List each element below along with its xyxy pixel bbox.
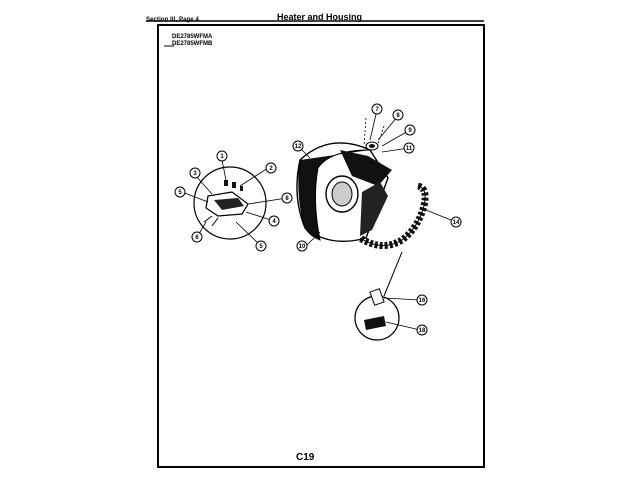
callout-7 [372, 104, 382, 114]
blower-inner [332, 182, 352, 206]
page-title: Heater and Housing [277, 12, 363, 22]
callout-8b [393, 110, 403, 120]
callout-14 [451, 217, 461, 227]
callout-number: 8 [285, 196, 289, 202]
callout-number: 2 [269, 166, 273, 172]
callout-11 [404, 143, 414, 153]
callout-number: 9 [408, 128, 412, 134]
callout-10 [297, 241, 307, 251]
model-number: DE2785WFMA [172, 34, 213, 40]
heater-housing [294, 143, 392, 241]
leader-line [384, 252, 402, 296]
callout-1 [217, 151, 227, 161]
callout-number: 16 [418, 298, 426, 304]
callout-18 [417, 325, 427, 335]
model-number: DE2785WFMB [172, 41, 213, 47]
callout-16 [417, 295, 427, 305]
screw-part [224, 180, 228, 186]
callout-number: 4 [272, 219, 276, 225]
callout-number: 8 [396, 113, 400, 119]
callout-9 [405, 125, 415, 135]
callout-number: 12 [294, 144, 302, 150]
screw-part [232, 182, 236, 188]
callout-4 [269, 216, 279, 226]
callout-8a [282, 193, 292, 203]
callout-12 [293, 141, 303, 151]
page-code: C19 [296, 452, 315, 463]
callout-2 [266, 163, 276, 173]
callout-6 [192, 232, 202, 242]
terminal-block [364, 316, 386, 330]
callout-number: 7 [375, 107, 379, 113]
callout-number: 11 [405, 146, 413, 152]
callout-number: 3 [193, 171, 197, 177]
terminal-assembly [355, 252, 402, 340]
callout-number: 14 [452, 220, 460, 226]
callout-3 [190, 168, 200, 178]
callout-number: 6 [195, 235, 199, 241]
callout-5b [256, 241, 266, 251]
callout-number: 10 [298, 244, 306, 250]
terminal-bracket [370, 289, 384, 306]
callout-number: 18 [418, 328, 426, 334]
callout-5a [175, 187, 185, 197]
callout-number: 1 [220, 154, 224, 160]
callout-number: 5 [178, 190, 182, 196]
screw-part [240, 186, 243, 191]
section-page-label: Section III, Page 4 [146, 17, 199, 23]
callout-number: 5 [259, 244, 263, 250]
